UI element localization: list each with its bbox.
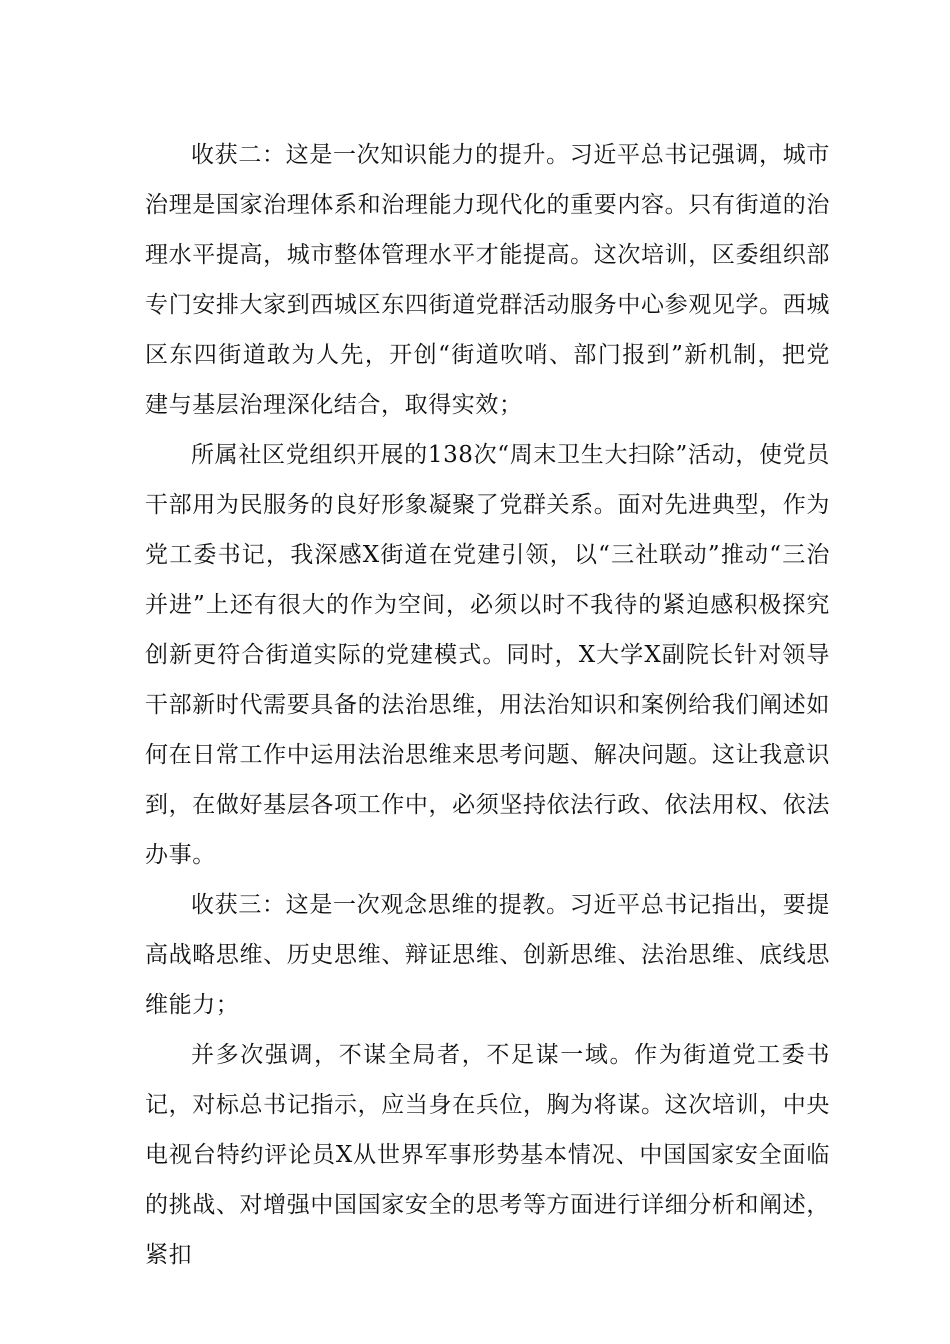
paragraph-community-activities: 所属社区党组织开展的138次“周末卫生大扫除”活动，使党员干部用为民服务的良好形象凝聚了党群关系。面对先进典型，作为党工委书记，我深感X街道在党建引领，以“三社联动”推动“三治并进”上还有很大的作为空间，必须以时不我待的紧迫感积极探究创新更符合街道实际的党建模式。同时，X大学X副院长针对领导干部新时代需要具备的法治思维，用法治知识和案例给我们阐述如何在日常工作中运用法治思维来思考问题、解决问题。这让我意识到，在做好基层各项工作中，必须坚持依法行政、依法用权、依法办事。 — [145, 442, 830, 868]
document-body — [145, 130, 830, 1280]
paragraph-harvest-three: 收获三：这是一次观念思维的提教。习近平总书记指出，要提高战略思维、历史思维、辩证思维、创新思维、法治思维、底线思维能力； — [145, 892, 830, 1018]
paragraph-harvest-two: 收获二：这是一次知识能力的提升。习近平总书记强调，城市治理是国家治理体系和治理能力现代化的重要内容。只有街道的治理水平提高，城市整体管理水平才能提高。这次培训，区委组织部专门安排大家到西城区东四街道党群活动服务中心参观见学。西城区东四街道敢为人先，开创“街道吹哨、部门报到”新机制，把党建与基层治理深化结合，取得实效； — [145, 142, 830, 418]
paragraph-global-thinking: 并多次强调，不谋全局者，不足谋一域。作为街道党工委书记，对标总书记指示，应当身在兵位，胸为将谋。这次培训，中央电视台特约评论员X从世界军事形势基本情况、中国国家安全面临的挑战、对增强中国国家安全的思考等方面进行详细分析和阐述，紧扣 — [145, 1042, 830, 1268]
